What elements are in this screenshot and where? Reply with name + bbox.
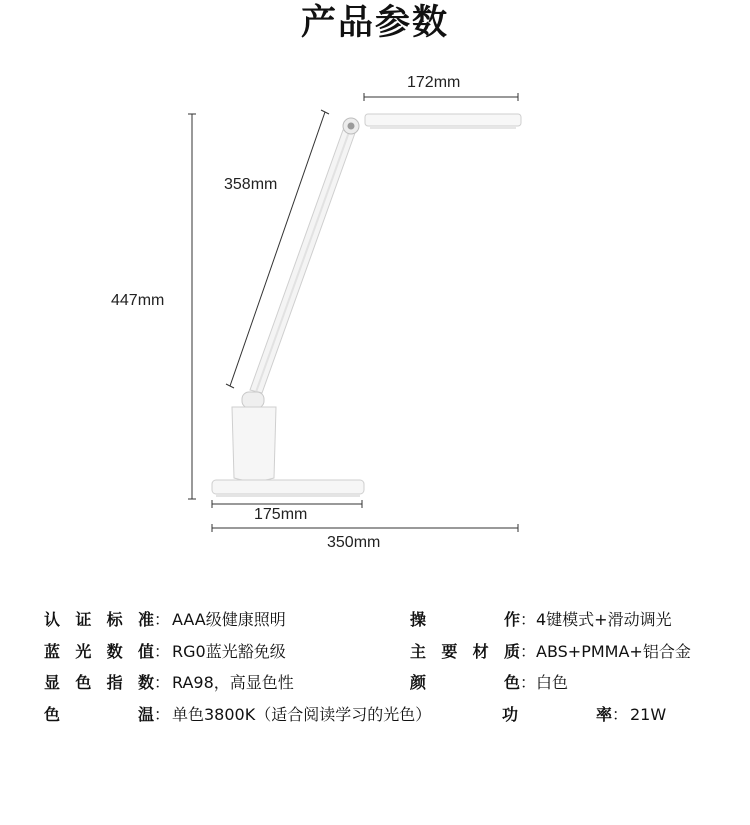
spec-label: 主 要 材 质 xyxy=(410,641,520,661)
spec-value: 21W xyxy=(630,704,667,724)
head-width-dimension xyxy=(364,93,518,101)
head-width-label: 172mm xyxy=(407,74,461,91)
spec-label: 操 作 xyxy=(410,610,520,629)
base-inner-label: 175mm xyxy=(254,506,308,523)
lamp-lower-joint xyxy=(242,392,264,408)
spec-value: RG0蓝光豁免级 xyxy=(172,641,286,661)
spec-value: RA98，高显色性 xyxy=(172,673,294,692)
spec-value: 4键模式+滑动调光 xyxy=(536,610,672,629)
spec-label: 功 率 xyxy=(502,704,612,724)
base-width-label: 350mm xyxy=(327,534,381,551)
lamp-head xyxy=(365,114,521,129)
lamp-arm xyxy=(250,130,355,393)
spec-label: 显 色 指 数 xyxy=(44,673,154,692)
arm-length-label: 358mm xyxy=(224,176,278,193)
spec-label: 蓝 光 数 值 xyxy=(44,641,154,661)
spec-row: 色 温 ： 单色3800K（适合阅读学习的光色） 功 率 ： 21W xyxy=(44,699,744,731)
spec-row: 显 色 指 数 ： RA98，高显色性 颜 色 ： 白色 xyxy=(44,667,744,699)
spec-label: 认 证 标 准 xyxy=(44,610,154,629)
lamp-column xyxy=(232,407,276,481)
spec-value: AAA级健康照明 xyxy=(172,610,286,629)
base-width-dimension xyxy=(212,524,518,532)
spec-row: 认 证 标 准 ： AAA级健康照明 操 作 ： 4键模式+滑动调光 xyxy=(44,604,744,636)
spec-value: 单色3800K（适合阅读学习的光色） xyxy=(172,704,432,724)
lamp-base xyxy=(212,480,364,497)
spec-value: ABS+PMMA+铝合金 xyxy=(536,641,691,661)
height-dimension xyxy=(188,114,196,499)
page-title: 产品参数 xyxy=(300,3,449,43)
spec-row: 蓝 光 数 值 ： RG0蓝光豁免级 主 要 材 质 ： ABS+PMMA+铝合金 xyxy=(44,636,744,668)
spec-value: 白色 xyxy=(536,673,569,692)
spec-table xyxy=(44,604,744,730)
spec-label: 颜 色 xyxy=(410,673,520,692)
spec-label: 色 温 xyxy=(44,704,154,724)
lamp-top-joint xyxy=(343,118,359,134)
height-label: 447mm xyxy=(111,292,165,309)
